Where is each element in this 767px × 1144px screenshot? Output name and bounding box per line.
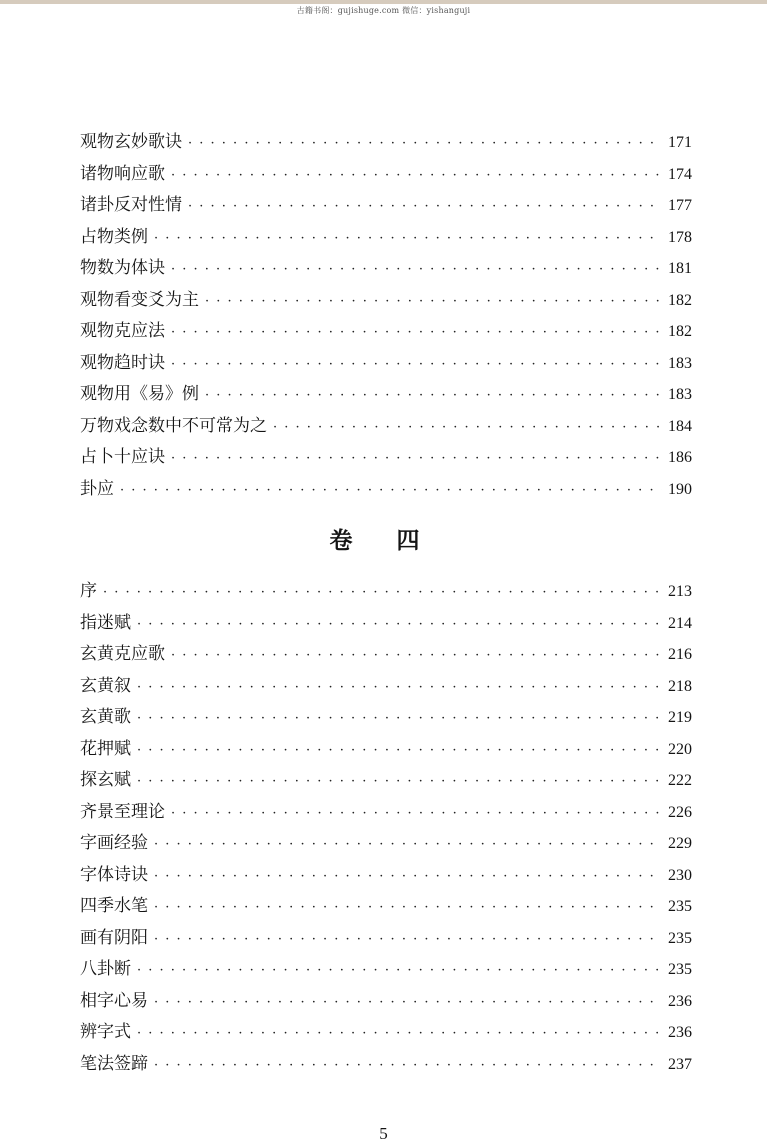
toc-entry-page: 183 xyxy=(668,386,692,403)
dot-leader xyxy=(103,577,662,609)
toc-entry xyxy=(80,379,692,411)
toc-entry-page: 171 xyxy=(668,134,692,151)
toc-section-a xyxy=(80,127,692,505)
toc-entry-page: 178 xyxy=(668,228,692,246)
dot-leader xyxy=(137,735,662,767)
toc-entry xyxy=(80,222,692,254)
toc-entry-title: 相字心易 xyxy=(80,990,148,1011)
toc-entry-title: 占物类例 xyxy=(80,226,148,247)
toc-entry-page: 230 xyxy=(668,866,692,884)
toc-entry xyxy=(80,348,692,380)
toc-entry-title: 画有阴阳 xyxy=(80,927,148,948)
dot-leader xyxy=(171,798,662,830)
dot-leader xyxy=(154,892,662,924)
dot-leader xyxy=(171,443,662,475)
toc-entry-title: 辨字式 xyxy=(80,1022,131,1042)
dot-leader xyxy=(205,286,662,318)
toc-entry-page: 229 xyxy=(668,835,692,852)
toc-entry xyxy=(80,828,692,860)
toc-entry xyxy=(80,797,692,829)
toc-entry-title: 指迷赋 xyxy=(80,612,131,633)
toc-entry-page: 218 xyxy=(668,677,692,695)
toc-entry-title: 观物玄妙歌诀 xyxy=(80,132,182,152)
toc-entry-page: 220 xyxy=(668,740,692,758)
toc-entry xyxy=(80,860,692,892)
toc-entry xyxy=(80,411,692,443)
dot-leader xyxy=(171,317,662,349)
page-number: 5 xyxy=(379,1124,388,1143)
toc-entry xyxy=(80,608,692,640)
toc-entry-page: 236 xyxy=(668,992,692,1010)
dot-leader xyxy=(137,672,662,704)
toc-entry-page: 174 xyxy=(668,165,692,183)
dot-leader xyxy=(137,703,662,735)
toc-entry-title: 玄黄歌 xyxy=(80,707,131,727)
dot-leader xyxy=(171,254,662,286)
toc-entry-page: 216 xyxy=(668,646,692,663)
toc-entry-title: 卦应 xyxy=(80,478,114,499)
toc-entry-title: 探玄赋 xyxy=(80,770,131,790)
toc-entry-page: 183 xyxy=(668,354,692,372)
dot-leader xyxy=(137,955,662,987)
toc-section-b xyxy=(80,576,692,1080)
dot-leader xyxy=(188,128,662,160)
toc-entry xyxy=(80,190,692,222)
toc-entry xyxy=(80,734,692,766)
toc-entry xyxy=(80,127,692,159)
toc-entry-title: 笔法签蹄 xyxy=(80,1053,148,1074)
toc-entry-page: 182 xyxy=(668,291,692,309)
toc-entry-title: 诸卦反对性情 xyxy=(80,195,182,215)
dot-leader xyxy=(137,766,662,798)
toc-entry-title: 观物看变爻为主 xyxy=(80,289,199,310)
toc-entry-title: 四季水笔 xyxy=(80,896,148,916)
toc-entry-title: 花押赋 xyxy=(80,738,131,759)
toc-entry xyxy=(80,891,692,923)
toc-entry-page: 186 xyxy=(668,449,692,466)
toc-entry-page: 181 xyxy=(668,260,692,277)
toc-entry xyxy=(80,474,692,506)
dot-leader xyxy=(120,475,662,507)
toc-entry-page: 235 xyxy=(668,898,692,915)
toc-entry xyxy=(80,159,692,191)
toc-entry xyxy=(80,639,692,671)
dot-leader xyxy=(171,160,662,192)
dot-leader xyxy=(171,349,662,381)
toc-entry-title: 玄黄克应歌 xyxy=(80,644,165,664)
toc-entry xyxy=(80,316,692,348)
toc-entry-title: 齐景至理论 xyxy=(80,801,165,822)
toc-entry-page: 222 xyxy=(668,772,692,789)
toc-entry-title: 物数为体诀 xyxy=(80,258,165,278)
toc-entry-page: 190 xyxy=(668,480,692,498)
toc-entry xyxy=(80,765,692,797)
toc-entry-title: 占卜十应诀 xyxy=(80,447,165,467)
toc-entry-title: 序 xyxy=(80,581,97,601)
dot-leader xyxy=(154,924,662,956)
toc-entry-title: 玄黄叙 xyxy=(80,675,131,696)
top-edge-bar xyxy=(0,0,767,4)
toc-entry-page: 182 xyxy=(668,323,692,340)
toc-entry xyxy=(80,1049,692,1081)
watermark: 古籍书阁：gujishuge.com 微信：yishanguji xyxy=(296,6,471,15)
dot-leader xyxy=(273,412,662,444)
toc-entry xyxy=(80,702,692,734)
toc-entry-title: 字体诗诀 xyxy=(80,864,148,885)
dot-leader xyxy=(137,1018,662,1050)
toc-entry xyxy=(80,576,692,608)
toc-entry-page: 177 xyxy=(668,197,692,214)
toc-entry-page: 235 xyxy=(668,961,692,978)
toc-entry xyxy=(80,442,692,474)
toc-entry-page: 213 xyxy=(668,583,692,600)
toc-entry xyxy=(80,285,692,317)
toc-entry xyxy=(80,1017,692,1049)
volume-heading: 卷 四 xyxy=(329,528,438,554)
toc-entry xyxy=(80,253,692,285)
toc-entry-title: 万物戏念数中不可常为之 xyxy=(80,415,267,436)
dot-leader xyxy=(137,609,662,641)
toc-entry-page: 219 xyxy=(668,709,692,726)
toc-entry-page: 214 xyxy=(668,614,692,632)
toc-entry-page: 237 xyxy=(668,1055,692,1073)
toc-entry-title: 字画经验 xyxy=(80,833,148,853)
toc-entry xyxy=(80,671,692,703)
dot-leader xyxy=(154,223,662,255)
toc-entry-title: 观物克应法 xyxy=(80,321,165,341)
dot-leader xyxy=(171,640,662,672)
toc-entry-title: 八卦断 xyxy=(80,959,131,979)
toc-entry-title: 诸物响应歌 xyxy=(80,163,165,184)
toc-entry-title: 观物用《易》例 xyxy=(80,384,199,404)
dot-leader xyxy=(154,987,662,1019)
toc-entry-page: 236 xyxy=(668,1024,692,1041)
dot-leader xyxy=(205,380,662,412)
dot-leader xyxy=(154,1050,662,1082)
toc-entry-page: 226 xyxy=(668,803,692,821)
toc-entry xyxy=(80,923,692,955)
toc-entry xyxy=(80,986,692,1018)
dot-leader xyxy=(154,829,662,861)
toc-entry xyxy=(80,954,692,986)
toc-entry-page: 235 xyxy=(668,929,692,947)
toc-entry-page: 184 xyxy=(668,417,692,435)
dot-leader xyxy=(188,191,662,223)
dot-leader xyxy=(154,861,662,893)
toc-entry-title: 观物趋时诀 xyxy=(80,352,165,373)
